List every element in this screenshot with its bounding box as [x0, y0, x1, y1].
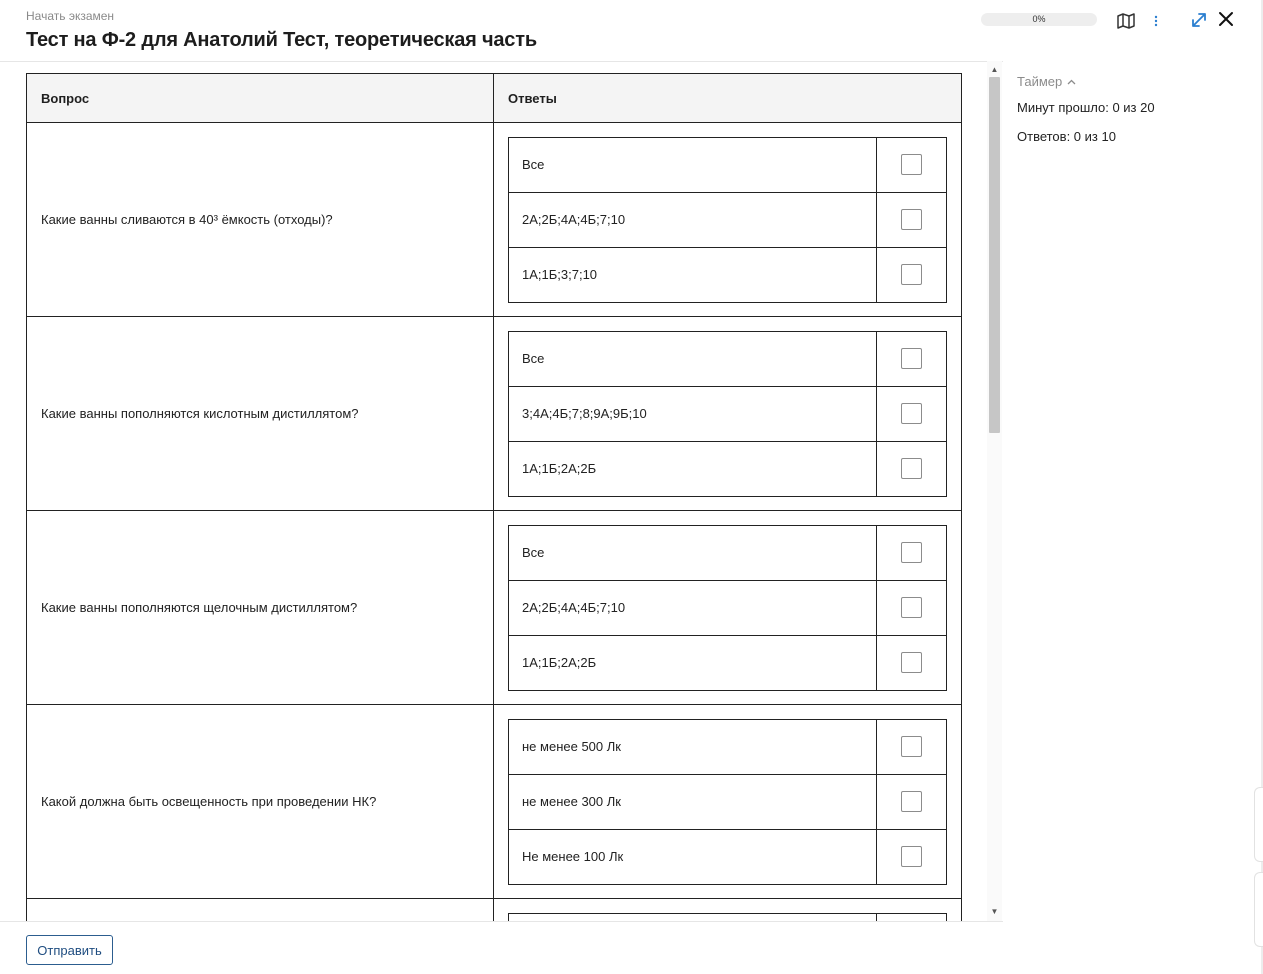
answer-checkbox-cell	[877, 441, 947, 496]
side-tab[interactable]	[1254, 872, 1263, 947]
side-tab[interactable]	[1254, 787, 1263, 862]
question-text: Какие ванны сливаются в 40³ ёмкость (отходы)?	[27, 123, 494, 317]
answer-option[interactable]	[509, 525, 947, 580]
question-row	[27, 123, 962, 317]
answer-checkbox[interactable]	[901, 597, 922, 618]
answer-label: 2А;2Б;4А;4Б;7;10	[509, 192, 877, 247]
submit-button[interactable]: Отправить	[26, 935, 113, 965]
expand-icon[interactable]	[1188, 10, 1210, 30]
answers-count: Ответов: 0 из 10	[1017, 129, 1116, 144]
answers-cell	[494, 899, 962, 922]
answers-cell	[494, 123, 962, 317]
question-text: Какие ванны пополняются щелочным дистиллятом?	[27, 511, 494, 705]
more-vertical-icon[interactable]	[1149, 12, 1163, 30]
answer-label: не менее 300 Лк	[509, 774, 877, 829]
answer-option[interactable]	[509, 247, 947, 302]
answer-checkbox-cell	[877, 774, 947, 829]
question-row	[27, 511, 962, 705]
answer-option[interactable]	[509, 719, 947, 774]
column-header-answers: Ответы	[494, 74, 962, 123]
answer-checkbox-cell	[877, 719, 947, 774]
answer-label: 1А;1Б;2А;2Б	[509, 441, 877, 496]
answer-checkbox[interactable]	[901, 264, 922, 285]
scroll-up-arrow-icon[interactable]: ▲	[990, 65, 999, 74]
answer-checkbox-cell	[877, 386, 947, 441]
answer-checkbox[interactable]	[901, 348, 922, 369]
answer-label: Не менее 100 Лк	[509, 829, 877, 884]
timer-toggle[interactable]	[1017, 74, 1076, 89]
answer-label: 2А;2Б;4А;4Б;7;10	[509, 580, 877, 635]
answer-option[interactable]	[509, 635, 947, 690]
answer-option[interactable]	[509, 829, 947, 884]
answer-checkbox[interactable]	[901, 458, 922, 479]
answer-checkbox[interactable]	[901, 736, 922, 757]
answer-checkbox-cell	[877, 525, 947, 580]
progress-bar	[981, 13, 1097, 26]
answers-cell	[494, 511, 962, 705]
column-header-question: Вопрос	[27, 74, 494, 123]
question-row	[27, 705, 962, 899]
answer-options	[508, 331, 947, 497]
chevron-up-icon	[1067, 79, 1076, 85]
answers-cell	[494, 705, 962, 899]
answer-options	[508, 719, 947, 885]
answer-label: Все	[509, 137, 877, 192]
answer-label: 1А;1Б;3;7;10	[509, 247, 877, 302]
answer-option[interactable]	[509, 386, 947, 441]
scrollbar[interactable]	[987, 61, 1002, 921]
answer-checkbox[interactable]	[901, 403, 922, 424]
answer-option[interactable]	[509, 192, 947, 247]
answer-label: не менее 500 Лк	[509, 719, 877, 774]
exam-table	[26, 73, 962, 921]
answer-checkbox-cell	[877, 829, 947, 884]
progress-text: 0%	[1032, 14, 1046, 24]
answer-options	[508, 137, 947, 303]
answer-option[interactable]	[509, 580, 947, 635]
footer	[0, 921, 1003, 974]
answer-checkbox[interactable]	[901, 846, 922, 867]
answer-checkbox[interactable]	[901, 154, 922, 175]
table-header-row	[27, 74, 962, 123]
breadcrumb[interactable]: Начать экзамен	[26, 9, 115, 23]
answer-checkbox-cell	[877, 913, 947, 921]
answer-checkbox[interactable]	[901, 542, 922, 563]
map-icon[interactable]	[1116, 12, 1136, 30]
answer-checkbox-cell	[877, 635, 947, 690]
answer-option[interactable]	[509, 137, 947, 192]
answer-label: 1А;1Б;2А;2Б	[509, 635, 877, 690]
question-text: Какие ванны пополняются кислотным дистиллятом?	[27, 317, 494, 511]
timer-label: Таймер	[1017, 74, 1063, 89]
answer-checkbox-cell	[877, 192, 947, 247]
answer-options	[508, 525, 947, 691]
question-row	[27, 317, 962, 511]
answer-label	[509, 913, 877, 921]
answer-checkbox-cell	[877, 580, 947, 635]
answer-label: Все	[509, 331, 877, 386]
answer-option[interactable]	[509, 913, 947, 921]
answer-options	[508, 913, 947, 922]
answer-checkbox[interactable]	[901, 791, 922, 812]
page-title: Тест на Ф-2 для Анатолий Тест, теоретическая часть	[26, 29, 537, 51]
answer-checkbox-cell	[877, 247, 947, 302]
question-row	[27, 899, 962, 922]
answer-option[interactable]	[509, 774, 947, 829]
scrollbar-thumb[interactable]	[989, 77, 1000, 433]
answer-label: Все	[509, 525, 877, 580]
answer-label: 3;4А;4Б;7;8;9А;9Б;10	[509, 386, 877, 441]
scroll-down-arrow-icon[interactable]: ▼	[990, 907, 999, 916]
minutes-elapsed: Минут прошло: 0 из 20	[1017, 100, 1155, 115]
question-text	[27, 899, 494, 922]
answer-option[interactable]	[509, 441, 947, 496]
answer-checkbox[interactable]	[901, 652, 922, 673]
answer-checkbox[interactable]	[901, 209, 922, 230]
answer-option[interactable]	[509, 331, 947, 386]
answers-cell	[494, 317, 962, 511]
exam-content-panel[interactable]	[0, 61, 1003, 921]
close-icon[interactable]	[1214, 8, 1238, 30]
question-text: Какой должна быть освещенность при проведении НК?	[27, 705, 494, 899]
answer-checkbox-cell	[877, 137, 947, 192]
answer-checkbox-cell	[877, 331, 947, 386]
